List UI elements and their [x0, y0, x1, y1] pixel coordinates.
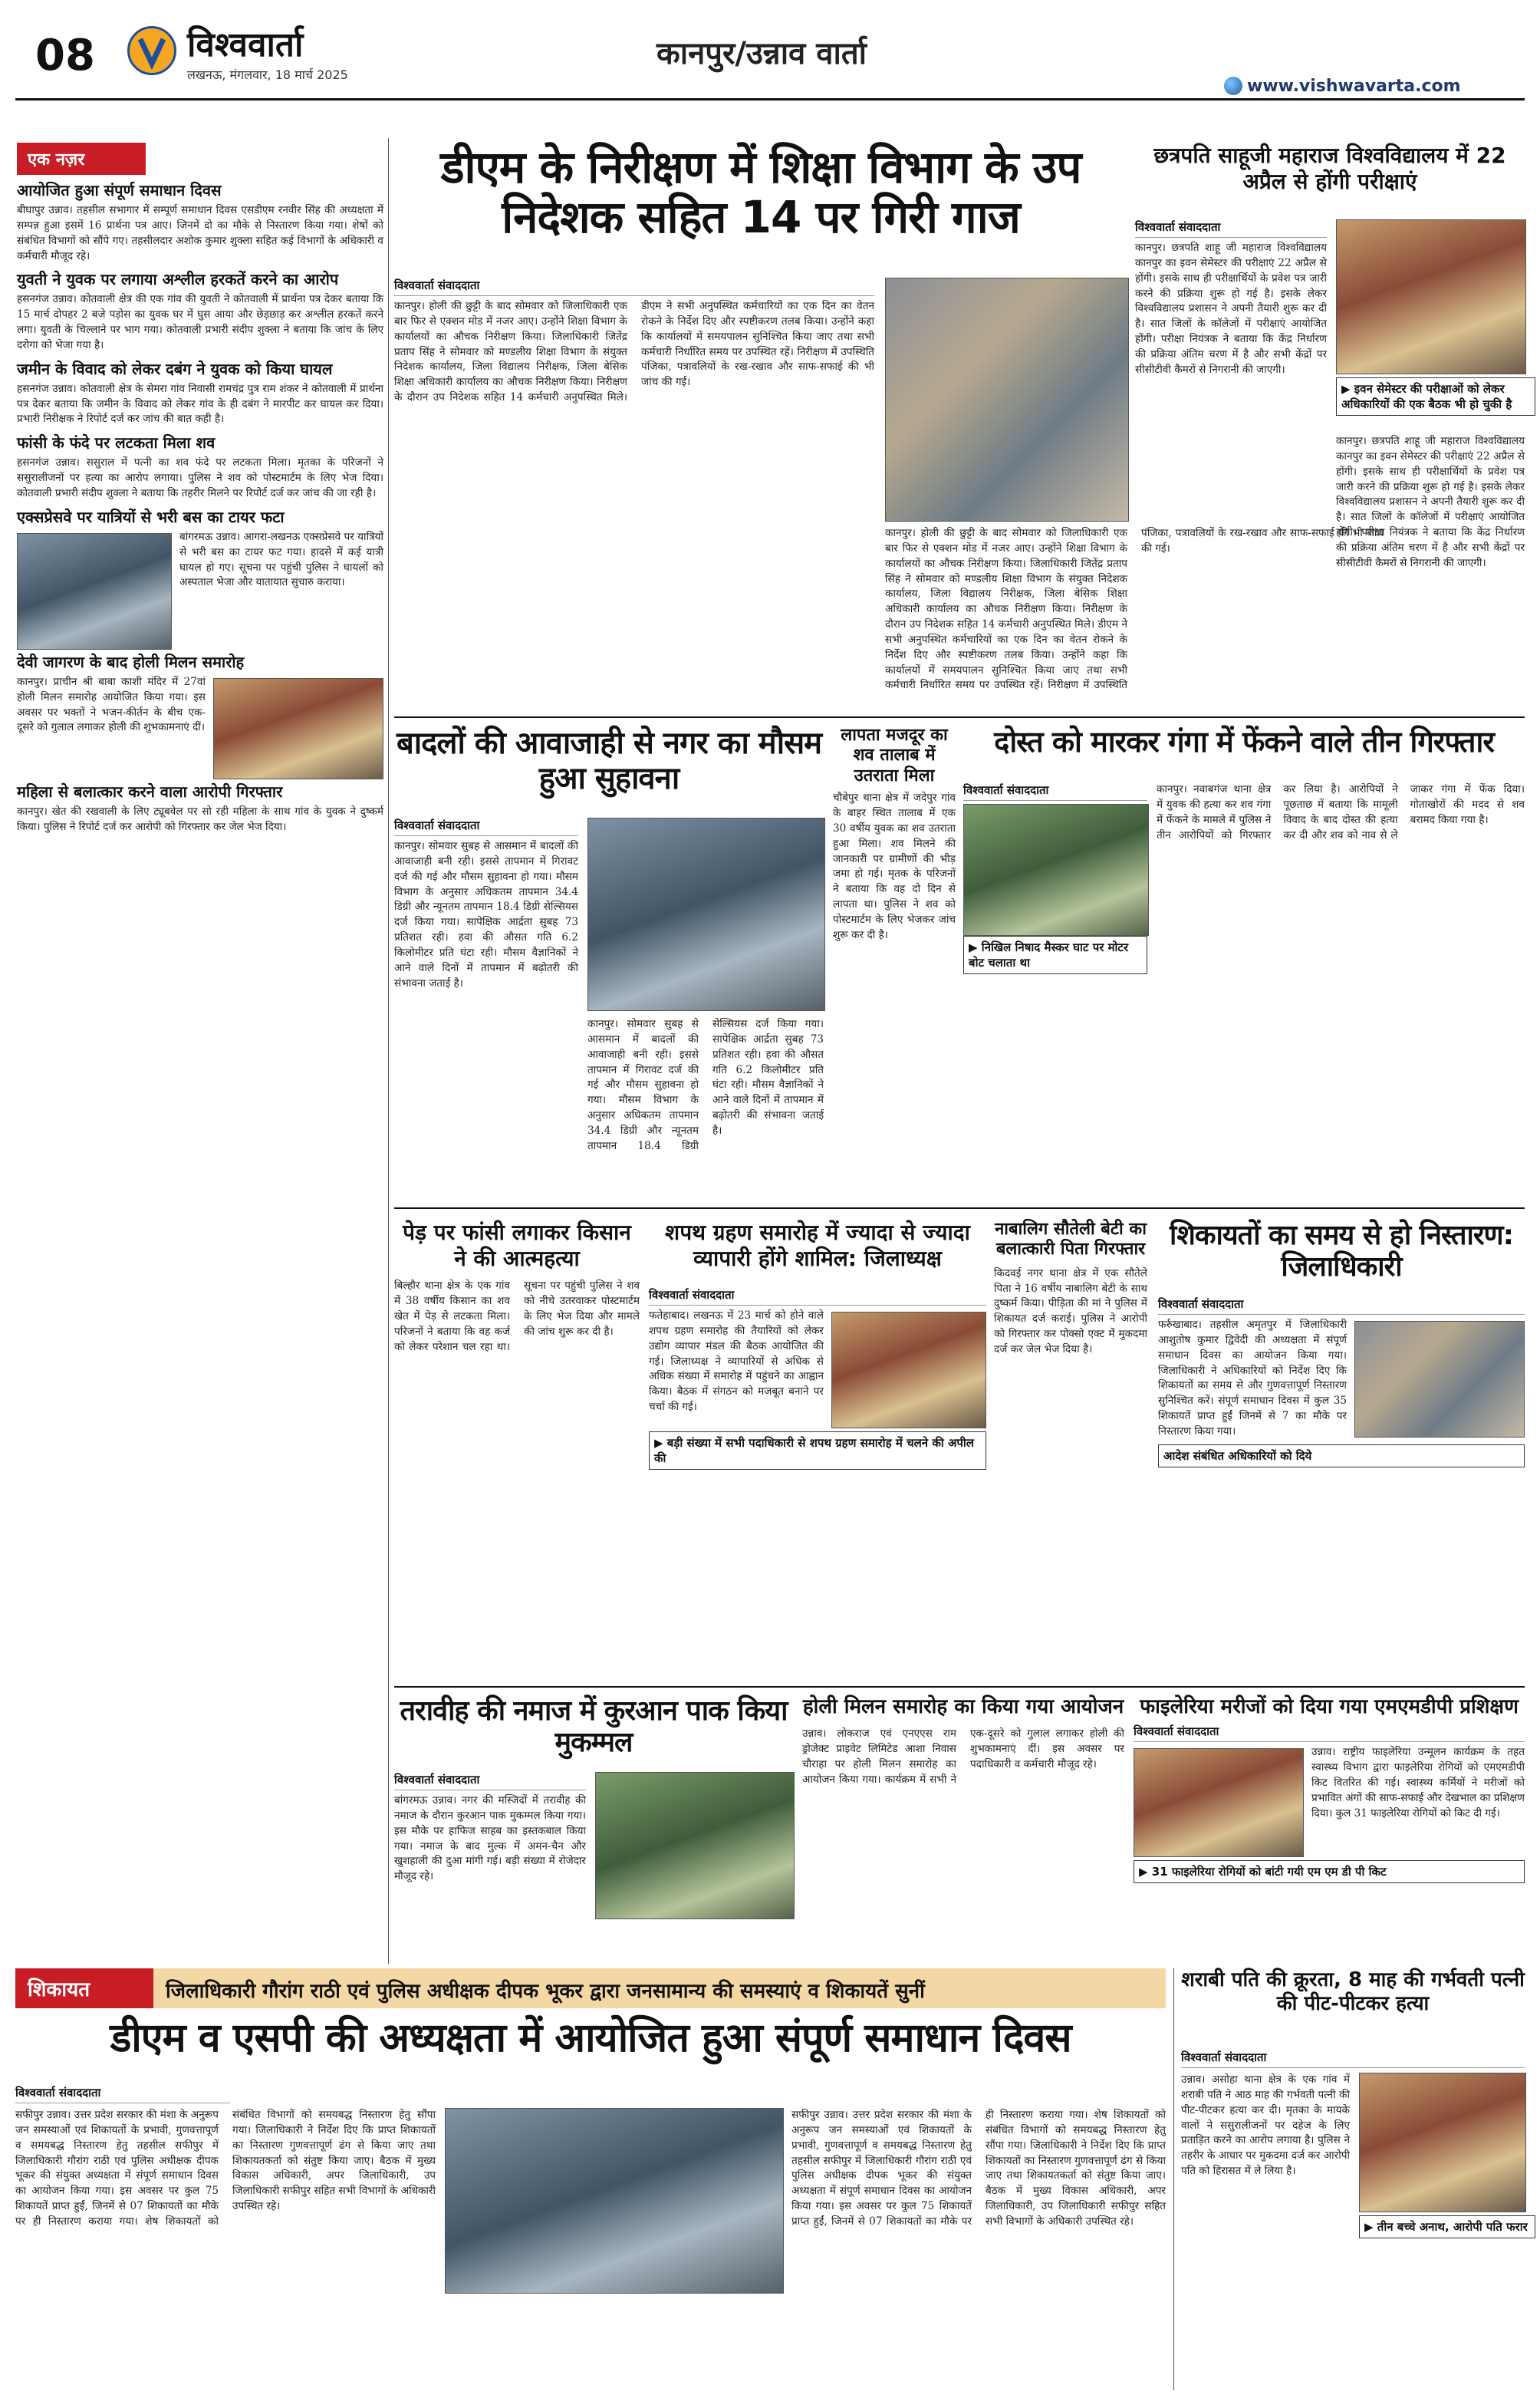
- weather-body-continued: कानपुर। सोमवार सुबह से आसमान में बादलों की आवाजाही बनी रही। इससे तापमान में गिरावट दर्ज की गई और मौसम सुहावना हो गया। मौसम विभाग के अनुसार अधिकतम तापमान 34.4 डिग्री और न्यूनतम तापमान 18.4 डिग्री सेल्सियस दर्ज किया गया। सापेक्षिक आर्द्रता सुबह 73 प्रतिशत रही। हवा की औसत गति 6.2 किलोमीटर प्रति घंटा रही। मौसम वैज्ञानिकों ने आने वाले दिनों में तापमान में बढ़ोतरी की संभावना जताई है।: [587, 1018, 824, 1152]
- dowry-body: उन्नाव। असोहा थाना क्षेत्र के एक गांव में शराबी पति ने आठ माह की गर्भवती पत्नी की पीट-पीटकर हत्या कर दी। मृतका के मायके वालों ने ससुरालीजनों पर दहेज के लिए प्रताड़ित करने का आरोप लगाया है। पुलिस ने तहरीर के आधार पर मुकदमा दर्ज कर आरोपी पति को हिरासत में ले लिया है।: [1181, 2073, 1350, 2178]
- website[interactable]: www.vishwavarta.com: [1247, 77, 1461, 96]
- strip-text: जिलाधिकारी गौरांग राठी एवं पुलिस अधीक्षक दीपक भूकर द्वारा जनसामान्य की समस्याएं व शिकायतें सुनीं: [166, 1980, 925, 2003]
- oath-headline: शपथ ग्रहण समारोह में ज्यादा से ज्यादा व्यापारी होंगे शामिल: जिलाध्यक्ष: [665, 1220, 970, 1271]
- briefs-tag: एक नज़र: [17, 143, 146, 175]
- paper-name: विश्ववार्ता: [187, 25, 304, 64]
- oath-photo-caption: ▶ बड़ी संख्या में सभी पदाधिकारी से शपथ ग्रहण समारोह में चलने की अपील की: [649, 1431, 986, 1470]
- taraweeh-headline: तरावीह की नमाज में कुरआन पाक किया मुकम्मल: [400, 1695, 788, 1759]
- caption-arrow-icon: ▶: [1139, 1865, 1152, 1879]
- dowry-photo-caption: ▶ तीन बच्चे अनाथ, आरोपी पति फरार: [1359, 2215, 1535, 2238]
- lead-byline: विश्ववार्ता संवाददाता: [394, 278, 874, 296]
- bottom-body-continued: सफीपुर उन्नाव। उत्तर प्रदेश सरकार की मंशा के अनुरूप जन समस्याओं एवं शिकायतों के प्रभावी, गुणवत्तापूर्ण व समयबद्ध निस्तारण हेतु तहसील सफीपुर में जिलाधिकारी गौरांग राठी एवं पुलिस अधीक्षक दीपक भूकर की संयुक्त अध्यक्षता में संपूर्ण समाधान दिवस का आयोजन किया गया। इस अवसर पर कुल 75 शिकायतें प्राप्त हुईं, जिनमें से 07 शिकायतों का मौके पर ही निस्तारण कराया गया। शेष शिकायतों को संबंधित विभागों को समयबद्ध निस्तारण हेतु सौंपा गया। जिलाधिकारी ने निर्देश दिए कि प्राप्त शिकायतों का निस्तारण गुणवत्तापूर्ण ढंग से किया जाए तथा शिकायतकर्ता को संतुष्ट किया जाए। बैठक में मुख्य विकास अधिकारी, अपर जिलाधिकारी, उप जिलाधिकारी सफीपुर सहित सभी विभागों के अधिकारी उपस्थित रहे।: [791, 2109, 1166, 2228]
- weather-headline: बादलों की आवाजाही से नगर का मौसम हुआ सुहावना: [396, 726, 822, 796]
- holi-body: उन्नाव। लोकराज एवं एनएएस राम ड्रोजेक्ट प्राइवेट लिमिटेड आशा निवास चौराहा पर होली मिलन समारोह का आयोजन किया गया। कार्यक्रम में सभी ने एक-दूसरे को गुलाल लगाकर होली की शुभकामनाएं दीं। इस अवसर पर पदाधिकारी व कर्मचारी मौजूद रहे।: [802, 1727, 1124, 1786]
- brief-title: फांसी के फंदे पर लटकता मिला शव: [17, 433, 216, 453]
- hanging-headline: पेड़ पर फांसी लगाकर किसान ने की आत्महत्या: [403, 1220, 631, 1271]
- paper-logo-icon: [127, 26, 176, 75]
- ganga-photo: [963, 804, 1149, 936]
- taraweeh-story: [394, 1695, 793, 1964]
- column-divider: [1173, 1968, 1174, 2390]
- bottom-body: सफीपुर उन्नाव। उत्तर प्रदेश सरकार की मंशा के अनुरूप जन समस्याओं एवं शिकायतों के प्रभावी, गुणवत्तापूर्ण व समयबद्ध निस्तारण हेतु तहसील सफीपुर में जिलाधिकारी गौरांग राठी एवं पुलिस अधीक्षक दीपक भूकर की संयुक्त अध्यक्षता में संपूर्ण समाधान दिवस का आयोजन किया गया। इस अवसर पर कुल 75 शिकायतें प्राप्त हुईं, जिनमें से 07 शिकायतों का मौके पर ही निस्तारण कराया गया। शेष शिकायतों को संबंधित विभागों को समयबद्ध निस्तारण हेतु सौंपा गया। जिलाधिकारी ने निर्देश दिए कि प्राप्त शिकायतों का निस्तारण गुणवत्तापूर्ण ढंग से किया जाए तथा शिकायतकर्ता को संतुष्ट किया जाए। बैठक में मुख्य विकास अधिकारी, अपर जिलाधिकारी, उप जिलाधिकारी सफीपुर सहित सभी विभागों के अधिकारी उपस्थित रहे।: [15, 2109, 436, 2228]
- complaint-strip: [15, 1968, 1166, 2008]
- dowry-byline: विश्ववार्ता संवाददाता: [1181, 2050, 1525, 2068]
- brief-body: हसनगंज उन्नाव। कोतवाली क्षेत्र के सेमरा गांव निवासी रामचंद्र पुत्र राम शंकर ने कोतवाली में प्रार्थना पत्र देकर बताया कि जमीन के विवाद को लेकर गांव के ही दबंग ने मारपीट कर घायल कर दिया। प्रभारी निरीक्षक ने रिपोर्ट दर्ज कर जांच की बात कही है।: [17, 382, 383, 426]
- university-headline: छत्रपति साहूजी महाराज विश्वविद्यालय में 22 अप्रैल से होंगी परीक्षाएं: [1153, 143, 1506, 194]
- section-title: कानपुर/उन्नाव वार्ता: [656, 36, 867, 71]
- lead-body-continued: कानपुर। होली की छुट्टी के बाद सोमवार को जिलाधिकारी एक बार फिर से एक्शन मोड में नजर आए। उन्होंने शिक्षा विभाग के कार्यालयों का औचक निरीक्षण किया। जिलाधिकारी जितेंद्र प्रताप सिंह ने सोमवार को मण्डलीय शिक्षा विभाग के संयुक्त निदेशक कार्यालय, जिला विद्यालय निरीक्षक, जिला बेसिक शिक्षा अधिकारी कार्यालय का औचक निरीक्षण किया। निरीक्षण के दौरान उप निदेशक सहित 14 कर्मचारी अनुपस्थित मिले। डीएम ने सभी अनुपस्थित कर्मचारियों का एक दिन का वेतन रोकने के निर्देश दिए और स्पष्टीकरण तलब किया। उन्होंने कहा कि कार्यालयों में समयपालन सुनिश्चित किया जाए तथा सभी कर्मचारी निर्धारित समय पर उपस्थित रहें। निरीक्षण में उपस्थिति पंजिका, पत्रावलियों के रख-रखाव और साफ-सफाई की भी जांच की गई।: [885, 527, 1384, 692]
- grievance-story: [1158, 1220, 1525, 1680]
- masthead-rule: [15, 98, 1525, 100]
- bottom-photo: [445, 2108, 784, 2294]
- dowry-headline: शराबी पति की क्रूरता, 8 माह की गर्भवती पत्नी की पीट-पीटकर हत्या: [1181, 1968, 1525, 2016]
- weather-photo: [587, 818, 825, 1011]
- grievance-headline: शिकायतों का समय से हो निस्तारण: जिलाधिकारी: [1170, 1220, 1513, 1283]
- brief-item: [17, 782, 383, 835]
- oath-photo: [831, 1312, 986, 1428]
- filaria-story: [1134, 1695, 1525, 1964]
- oath-story: [649, 1220, 986, 1680]
- taraweeh-byline: विश्ववार्ता संवाददाता: [394, 1772, 586, 1790]
- university-story: [1135, 143, 1525, 710]
- lead-headline: डीएम के निरीक्षण में शिक्षा विभाग के उप निदेशक सहित 14 पर गिरी गाज: [440, 141, 1081, 243]
- brief-title: युवती ने युवक पर लगाया अश्लील हरकतें करने का आरोप: [17, 270, 339, 289]
- taraweeh-body: बांगरमऊ उन्नाव। नगर की मस्जिदों में तरावीह की नमाज के दौरान कुरआन पाक मुकम्मल किया गया। इस मौके पर हाफिज साहब का इस्तकबाल किया गया। नमाज के बाद मुल्क में अमन-चैन और खुशहाली की दुआ मांगी गई। बड़ी संख्या में रोजेदार मौजूद रहे।: [394, 1794, 586, 1883]
- dateline: लखनऊ, मंगलवार, 18 मार्च 2025: [187, 68, 348, 82]
- brief-body: बीघापुर उन्नाव। तहसील सभागार में सम्पूर्ण समाधान दिवस एसडीएम रनवीर सिंह की अध्यक्षता में सम्पन्न हुआ इसमें 16 प्रार्थना पत्र आए। जिनमें दो का मौके से निस्तारण किया गया। शेषों को संबंधित विभागों को सौंपे गए। तहसीलदार अशोक कुमार शुक्ला सहित कई विभागों के अधिकारी व कर्मचारी मौजूद रहे।: [17, 204, 383, 262]
- section-rule: [394, 716, 1525, 718]
- masthead: [0, 0, 1540, 100]
- brief-body: कानपुर। खेत की रखवाली के लिए ट्यूबवेल पर सो रही महिला के साथ गांव के युवक ने दुष्कर्म किया। पुलिस ने रिपोर्ट दर्ज कर आरोपी को गिरफ्तार कर जेल भेज दिया।: [17, 805, 383, 833]
- weather-body: कानपुर। सोमवार सुबह से आसमान में बादलों की आवाजाही बनी रही। इससे तापमान में गिरावट दर्ज की गई और मौसम सुहावना हो गया। मौसम विभाग के अनुसार अधिकतम तापमान 34.4 डिग्री और न्यूनतम तापमान 18.4 डिग्री सेल्सियस दर्ज किया गया। सापेक्षिक आर्द्रता सुबह 73 प्रतिशत रही। हवा की औसत गति 6.2 किलोमीटर प्रति घंटा रही। मौसम वैज्ञानिकों ने आने वाले दिनों में तापमान में बढ़ोतरी की संभावना जताई है।: [394, 840, 578, 990]
- brief-body: हसनगंज उन्नाव। कोतवाली क्षेत्र की एक गांव की युवती ने कोतवाली में प्रार्थना पत्र देकर बताया कि 15 मार्च दोपहर 2 बजे पड़ोस का युवक घर में घुस आया और छेड़छाड़ कर अश्लील हरकतें करने लगा। युवती के चिल्लाने पर भाग गया। कोतवाली प्रभारी संदीप शुक्ला ने बताया कि जांच के लिए दरोगा को भेजा गया है।: [17, 293, 383, 351]
- holi-milan-photo: [213, 678, 383, 779]
- brief-title: जमीन के विवाद को लेकर दबंग ने युवक को किया घायल: [17, 359, 333, 378]
- ganga-headline: दोस्त को मारकर गंगा में फेंकने वाले तीन गिरफ्तार: [994, 725, 1494, 759]
- caption-arrow-icon: ▶: [654, 1436, 667, 1450]
- brief-body: हसनगंज उन्नाव। ससुराल में पत्नी का शव फंदे पर लटकता मिला। मृतका के परिजनों ने ससुरालीजनों पर हत्या का आरोप लगाया। पुलिस ने शव को पोस्टमार्टम के लिए भेज दिया। कोतवाली प्रभारी संदीप शुक्ला ने बताया कि तहरीर मिलने पर रिपोर्ट दर्ज कर जांच की जा रही है।: [17, 456, 383, 499]
- brief-item: [17, 508, 383, 591]
- ganga-story: [963, 726, 1525, 1201]
- filaria-body: उन्नाव। राष्ट्रीय फाइलेरिया उन्मूलन कार्यक्रम के तहत स्वास्थ्य विभाग द्वारा फाइलेरिया रोगियों को एमएमडीपी किट वितरित की गई। स्वास्थ्य कर्मियों ने मरीजों को प्रभावित अंगों की साफ-सफाई और देखभाल का प्रशिक्षण दिया। कुल 31 फाइलेरिया रोगियों को किट दी गई।: [1311, 1746, 1525, 1820]
- weather-byline: विश्ववार्ता संवाददाता: [394, 818, 578, 836]
- filaria-headline: फाइलेरिया मरीजों को दिया गया एमएमडीपी प्रशिक्षण: [1140, 1695, 1519, 1718]
- bottom-story: [15, 2016, 1166, 2392]
- brief-item: [17, 433, 383, 502]
- minor-headline: नाबालिग सौतेली बेटी का बलात्कारी पिता गिरफ्तार: [995, 1220, 1147, 1260]
- ganga-body: कानपुर। नवाबगंज थाना क्षेत्र में युवक की हत्या कर शव गंगा में फेंकने के मामले में पुलिस ने तीन आरोपियों को गिरफ्तार कर लिया है। आरोपियों ने पूछताछ में बताया कि मामूली विवाद के बाद दोस्त की हत्या कर दी और शव को नाव से ले जाकर गंगा में फेंक दिया। गोताखोरों की मदद से शव बरामद किया गया है।: [1157, 783, 1525, 842]
- bottom-headline: डीएम व एसपी की अध्यक्षता में आयोजित हुआ संपूर्ण समाधान दिवस: [110, 2015, 1071, 2061]
- weather-story: [394, 726, 824, 1201]
- left-briefs-column: [17, 143, 383, 1961]
- section-rule: [394, 1207, 1525, 1209]
- university-byline: विश्ववार्ता संवाददाता: [1135, 219, 1327, 238]
- filaria-byline: विश्ववार्ता संवाददाता: [1134, 1724, 1525, 1742]
- dowry-photo: [1359, 2073, 1526, 2212]
- column-divider: [388, 138, 389, 1964]
- brief-item: [17, 360, 383, 428]
- filaria-photo-caption: ▶ 31 फाइलेरिया रोगियों को बांटी गयी एम एम डी पी किट: [1134, 1860, 1525, 1883]
- brief-item: [17, 653, 383, 736]
- labourer-headline: लापता मजदूर का शव तालाब में उतराता मिला: [841, 726, 948, 786]
- page-number: 08: [35, 31, 95, 81]
- brief-body: बांगरमऊ उन्नाव। आगरा-लखनऊ एक्सप्रेसवे पर यात्रियों से भरी बस का टायर फट गया। हादसे में कई यात्री घायल हो गए। सूचना पर पहुंची पुलिस ने घायलों को अस्पताल भेजा और यातायात सुचारु कराया।: [179, 530, 383, 589]
- labourer-body: चौबेपुर थाना क्षेत्र में जदेपुर गांव के बाहर स्थित तालाब में एक 30 वर्षीय युवक का शव उतराता हुआ मिला। शव मिलने की जानकारी पर ग्रामीणों की भीड़ जमा हो गई। मृतक के परिजनों ने बताया कि वह दो दिन से लापता था। पुलिस ने शव को पोस्टमार्टम के लिए भेजकर जांच शुरू कर दी है।: [833, 792, 956, 941]
- brief-item: [17, 270, 383, 353]
- strip-tag: शिकायत: [15, 1968, 153, 2008]
- ganga-photo-caption: ▶ निखिल निषाद मैस्कर घाट पर मोटर बोट चलाता था: [963, 936, 1147, 974]
- hanging-body: बिल्हौर थाना क्षेत्र के एक गांव में 38 वर्षीय किसान का शव खेत में पेड़ से लटकता मिला। परिजनों ने बताया कि वह कर्ज को लेकर परेशान चल रहा था। सूचना पर पहुंची पुलिस ने शव को नीचे उतरवाकर पोस्टमार्टम के लिए भेज दिया और मामले की जांच शुरू कर दी है।: [394, 1280, 640, 1353]
- university-photo: [1336, 219, 1526, 374]
- holi-story: [802, 1695, 1124, 1964]
- university-photo-caption: ▶ इवन सेमेस्टर की परीक्षाओं को लेकर अधिकारियों की एक बैठक भी हो चुकी है: [1336, 377, 1535, 416]
- grievance-photo: [1354, 1321, 1525, 1438]
- caption-arrow-icon: ▶: [1341, 382, 1354, 396]
- brief-title: एक्सप्रेसवे पर यात्रियों से भरी बस का टायर फटा: [17, 507, 285, 526]
- grievance-photo-caption: आदेश संबंधित अधिकारियों को दिये: [1158, 1444, 1525, 1467]
- brief-title: देवी जागरण के बाद होली मिलन समारोह: [17, 652, 245, 671]
- oath-body: फतेहाबाद। लखनऊ में 23 मार्च को होने वाले शपथ ग्रहण समारोह की तैयारियों को लेकर उद्योग व्यापार मंडल की बैठक आयोजित की गई। जिलाध्यक्ष ने व्यापारियों से अधिक से अधिक संख्या में समारोह में पहुंचने का आह्वान किया। बैठक में संगठन को मजबूत बनाने पर चर्चा की गई।: [649, 1309, 824, 1414]
- minor-story: [994, 1220, 1147, 1680]
- grievance-byline: विश्ववार्ता संवाददाता: [1158, 1296, 1525, 1315]
- university-body: कानपुर। छत्रपति शाहू जी महाराज विश्वविद्यालय कानपुर का इवन सेमेस्टर की परीक्षाएं 22 अप्रैल से होंगी। इसके साथ ही परीक्षार्थियों के प्रवेश पत्र जारी करने की प्रक्रिया शुरू हो गई है। इसके लेकर विश्वविद्यालय प्रशासन ने अपनी तैयारी शुरू कर दी है। सात जिलों के कॉलेजों में परीक्षाएं आयोजित होंगी। परीक्षा नियंत्रक ने बताया कि केंद्र निर्धारण की प्रक्रिया अंतिम चरण में है और सभी केंद्रों पर सीसीटीवी कैमरों से निगरानी की जाएगी।: [1135, 242, 1327, 376]
- section-rule: [394, 1686, 1525, 1688]
- holi-headline: होली मिलन समारोह का किया गया आयोजन: [802, 1695, 1124, 1718]
- bottom-byline: विश्ववार्ता संवाददाता: [15, 2085, 230, 2103]
- brief-item: [17, 181, 383, 264]
- lead-body: कानपुर। होली की छुट्टी के बाद सोमवार को जिलाधिकारी एक बार फिर से एक्शन मोड में नजर आए। उन्होंने शिक्षा विभाग के कार्यालयों का औचक निरीक्षण किया। जिलाधिकारी जितेंद्र प्रताप सिंह ने सोमवार को मण्डलीय शिक्षा विभाग के संयुक्त निदेशक कार्यालय, जिला विद्यालय निरीक्षक, जिला बेसिक शिक्षा अधिकारी कार्यालय का औचक निरीक्षण किया। निरीक्षण के दौरान उप निदेशक सहित 14 कर्मचारी अनुपस्थित मिले। डीएम ने सभी अनुपस्थित कर्मचारियों का एक दिन का वेतन रोकने के निर्देश दिए और स्पष्टीकरण तलब किया। उन्होंने कहा कि कार्यालयों में समयपालन सुनिश्चित किया जाए तथा सभी कर्मचारी निर्धारित समय पर उपस्थित रहें। निरीक्षण में उपस्थिति पंजिका, पत्रावलियों के रख-रखाव और साफ-सफाई की भी जांच की गई।: [394, 300, 874, 404]
- taraweeh-photo: [595, 1772, 795, 1919]
- hanging-story: [394, 1220, 640, 1680]
- globe-icon: [1224, 77, 1242, 95]
- brief-title: महिला से बलात्कार करने वाला आरोपी गिरफ्तार: [17, 782, 283, 801]
- brief-body: कानपुर। प्राचीन श्री बाबा काशी मंदिर में 27वां होली मिलन समारोह आयोजित किया गया। इस अवसर पर भक्तों ने भजन-कीर्तन के बीच एक-दूसरे को गुलाल लगाकर होली की शुभकामनाएं दीं।: [17, 675, 206, 734]
- caption-arrow-icon: ▶: [1364, 2220, 1377, 2234]
- caption-arrow-icon: ▶: [969, 940, 982, 954]
- dowry-story: [1181, 1968, 1528, 2390]
- ganga-byline: विश्ववार्ता संवाददाता: [963, 782, 1147, 801]
- minor-body: किदवई नगर थाना क्षेत्र में एक सौतेले पिता ने 16 वर्षीय नाबालिग बेटी के साथ दुष्कर्म किया। पीड़िता की मां ने पुलिस में शिकायत दर्ज कराई। पुलिस ने आरोपी को गिरफ्तार कर पोक्सो एक्ट में मुकदमा दर्ज कर जेल भेज दिया है।: [994, 1266, 1147, 1355]
- lead-photo-inspection: [885, 278, 1129, 522]
- grievance-body: फर्रुखाबाद। तहसील अमृतपुर में जिलाधिकारी आशुतोष कुमार द्विवेदी की अध्यक्षता में संपूर्ण समाधान दिवस का आयोजन किया गया। जिलाधिकारी ने अधिकारियों को निर्देश दिए कि शिकायतों का समय से और गुणवत्तापूर्ण निस्तारण सुनिश्चित करें। संपूर्ण समाधान दिवस में कुल 35 शिकायतें प्राप्त हुईं जिनमें से 7 का मौके पर निस्तारण किया गया।: [1158, 1319, 1347, 1438]
- filaria-photo: [1134, 1748, 1304, 1857]
- labourer-story: [833, 726, 956, 1201]
- bus-photo: [17, 533, 172, 650]
- oath-byline: विश्ववार्ता संवाददाता: [649, 1287, 986, 1306]
- university-body-continued: कानपुर। छत्रपति शाहू जी महाराज विश्वविद्यालय कानपुर का इवन सेमेस्टर की परीक्षाएं 22 अप्रैल से होंगी। इसके साथ ही परीक्षार्थियों के प्रवेश पत्र जारी करने की प्रक्रिया शुरू हो गई है। इसके लेकर विश्वविद्यालय प्रशासन ने अपनी तैयारी शुरू कर दी है। सात जिलों के कॉलेजों में परीक्षाएं आयोजित होंगी। परीक्षा नियंत्रक ने बताया कि केंद्र निर्धारण की प्रक्रिया अंतिम चरण में है और सभी केंद्रों पर सीसीटीवी कैमरों से निगरानी की जाएगी।: [1336, 435, 1525, 569]
- brief-title: आयोजित हुआ संपूर्ण समाधान दिवस: [17, 181, 222, 199]
